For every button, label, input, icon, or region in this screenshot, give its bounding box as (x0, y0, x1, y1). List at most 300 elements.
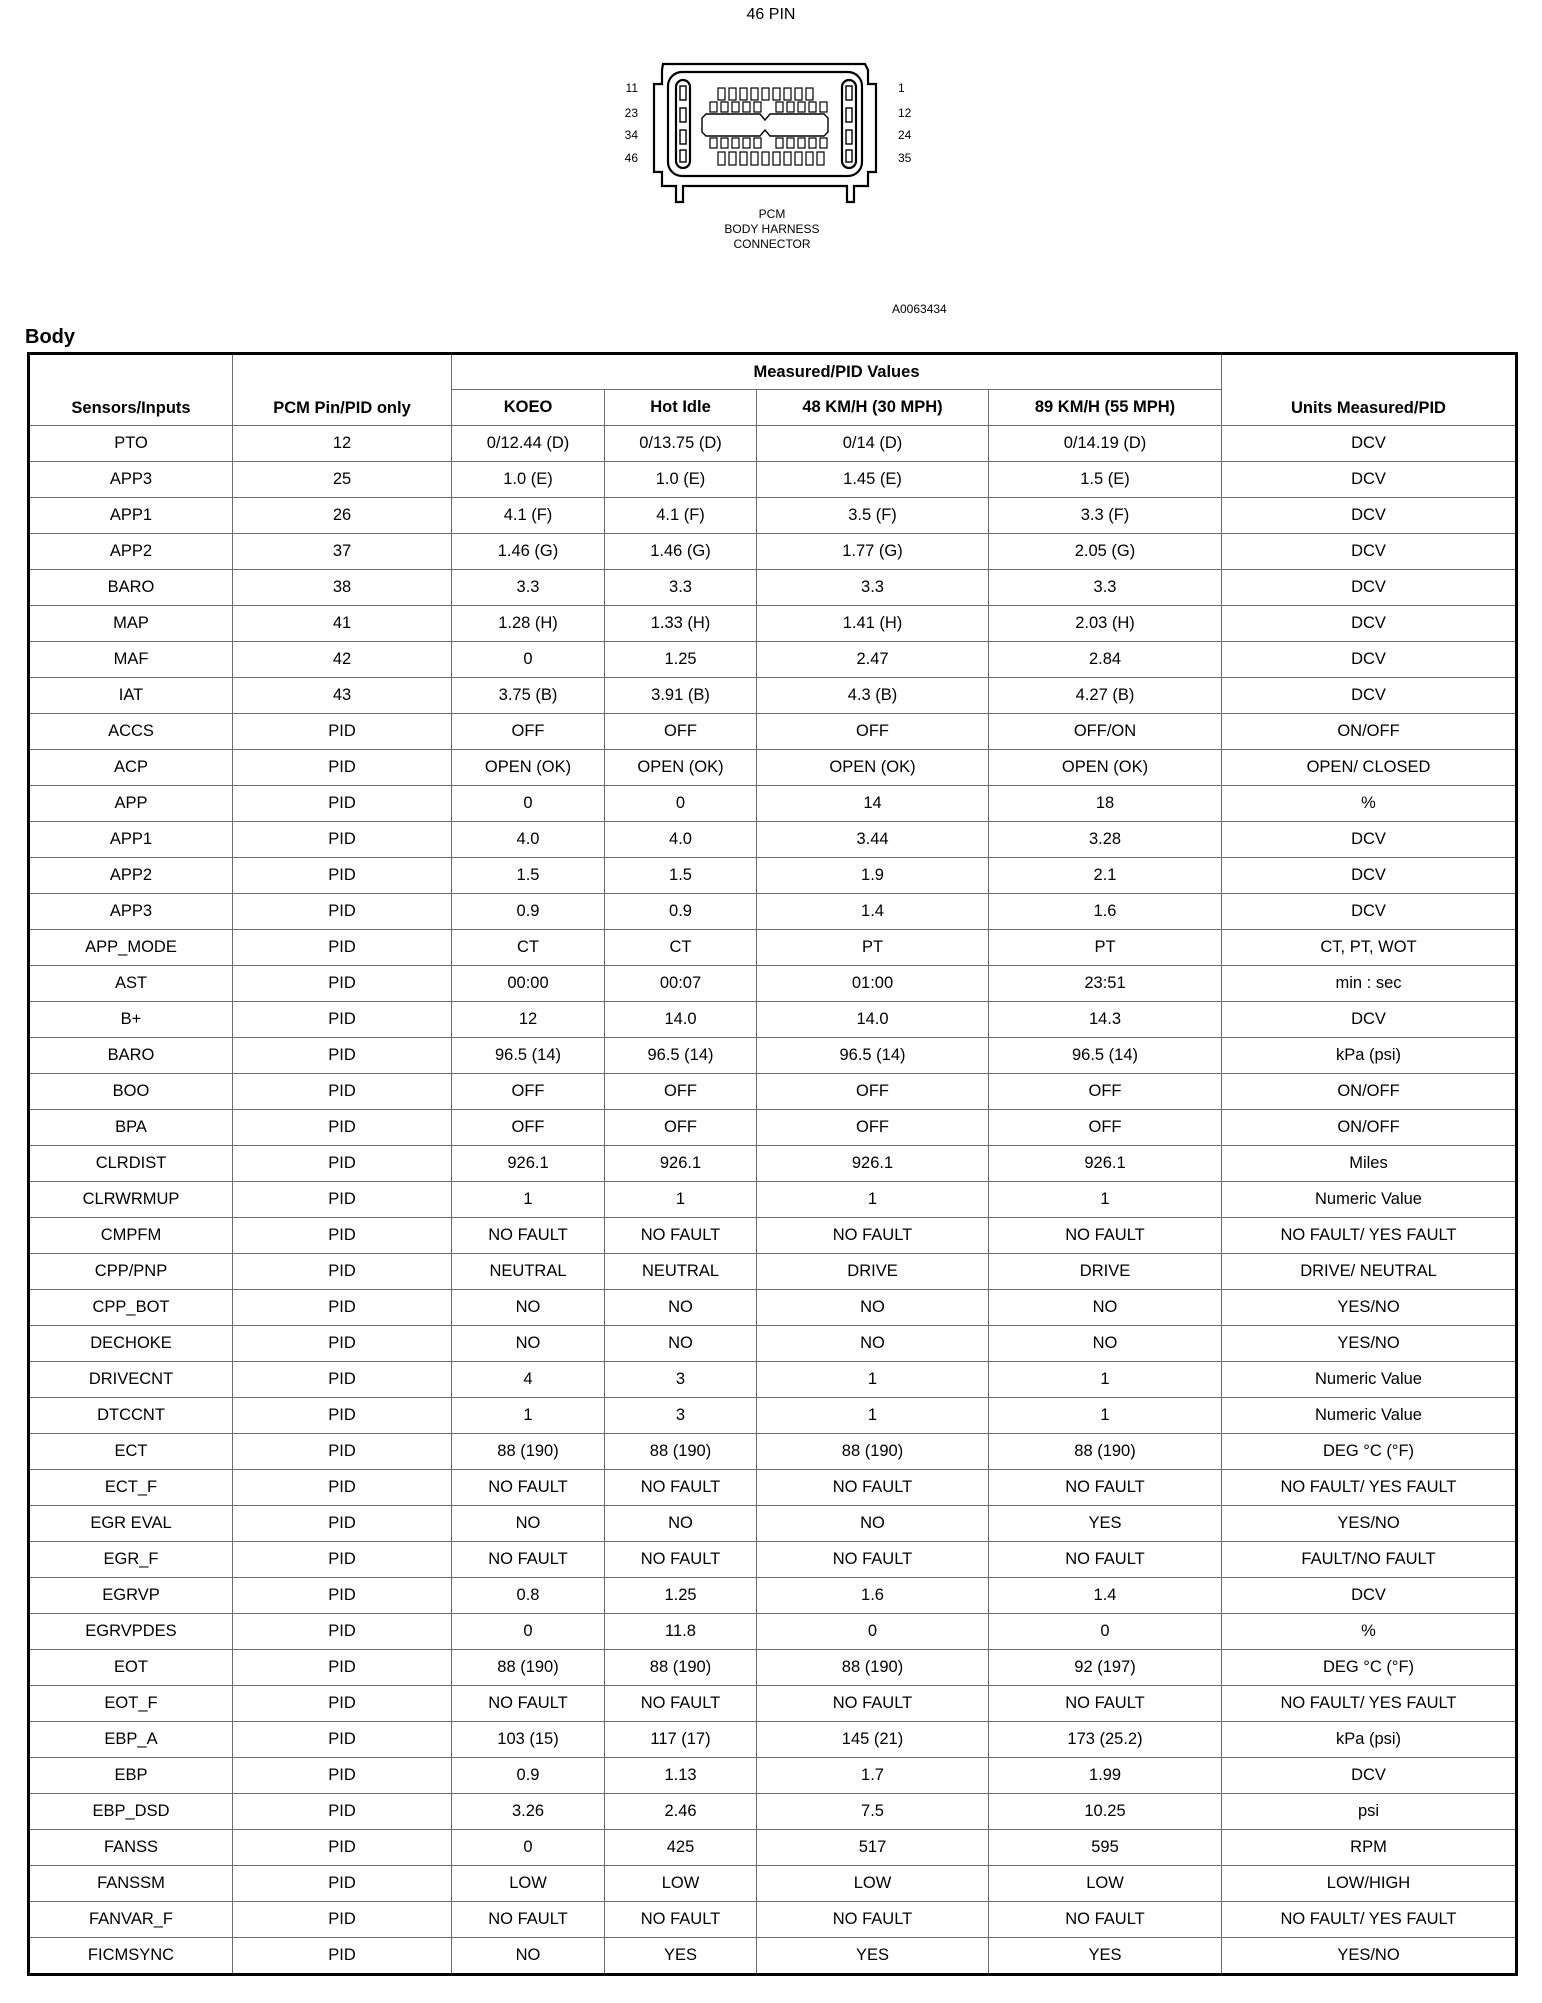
cell-48-kmh: OFF (757, 1074, 989, 1110)
cell-48-kmh: 88 (190) (757, 1434, 989, 1470)
cell-sensor: BPA (29, 1110, 233, 1146)
connector-caption-line: PCM (758, 207, 786, 221)
cell-units: DCV (1222, 1578, 1517, 1614)
cell-pin: 43 (233, 678, 452, 714)
cell-sensor: MAP (29, 606, 233, 642)
connector-caption-line: BODY HARNESS (724, 222, 820, 236)
cell-hot-idle: YES (605, 1938, 757, 1975)
cell-hot-idle: 11.8 (605, 1614, 757, 1650)
cell-sensor: FANSS (29, 1830, 233, 1866)
cell-48-kmh: 01:00 (757, 966, 989, 1002)
cell-units: DCV (1222, 534, 1517, 570)
cell-48-kmh: 1.7 (757, 1758, 989, 1794)
cell-89-kmh: YES (989, 1938, 1222, 1975)
cell-sensor: CLRDIST (29, 1146, 233, 1182)
cell-89-kmh: 96.5 (14) (989, 1038, 1222, 1074)
cell-sensor: CPP/PNP (29, 1254, 233, 1290)
cell-koeo: 0 (452, 642, 605, 678)
cell-sensor: DRIVECNT (29, 1362, 233, 1398)
cell-48-kmh: YES (757, 1938, 989, 1975)
table-row (29, 642, 1517, 678)
cell-sensor: EGRVPDES (29, 1614, 233, 1650)
cell-48-kmh: 7.5 (757, 1794, 989, 1830)
table-row (29, 1758, 1517, 1794)
cell-48-kmh: 96.5 (14) (757, 1038, 989, 1074)
cell-units: ON/OFF (1222, 714, 1517, 750)
cell-units: ON/OFF (1222, 1110, 1517, 1146)
cell-koeo: 926.1 (452, 1146, 605, 1182)
cell-hot-idle: NO FAULT (605, 1686, 757, 1722)
cell-units: Numeric Value (1222, 1182, 1517, 1218)
cell-48-kmh: LOW (757, 1866, 989, 1902)
cell-hot-idle: NO FAULT (605, 1470, 757, 1506)
cell-koeo: 12 (452, 1002, 605, 1038)
cell-koeo: 0.8 (452, 1578, 605, 1614)
left-pin-label: 23 (624, 106, 638, 120)
cell-koeo: NEUTRAL (452, 1254, 605, 1290)
cell-pin: PID (233, 1470, 452, 1506)
cell-units: YES/NO (1222, 1506, 1517, 1542)
table-row (29, 966, 1517, 1002)
cell-hot-idle: 425 (605, 1830, 757, 1866)
cell-pin: PID (233, 1110, 452, 1146)
cell-units: DCV (1222, 642, 1517, 678)
cell-koeo: 1.0 (E) (452, 462, 605, 498)
cell-sensor: IAT (29, 678, 233, 714)
cell-pin: PID (233, 1902, 452, 1938)
cell-koeo: 4 (452, 1362, 605, 1398)
cell-koeo: NO FAULT (452, 1686, 605, 1722)
cell-48-kmh: 1 (757, 1182, 989, 1218)
cell-48-kmh: OFF (757, 714, 989, 750)
cell-sensor: B+ (29, 1002, 233, 1038)
cell-sensor: CPP_BOT (29, 1290, 233, 1326)
table-row (29, 1722, 1517, 1758)
table-row (29, 1326, 1517, 1362)
cell-sensor: BARO (29, 1038, 233, 1074)
table-row (29, 1902, 1517, 1938)
cell-hot-idle: OFF (605, 1074, 757, 1110)
table-row (29, 714, 1517, 750)
figure-id: A0063434 (892, 302, 947, 316)
cell-pin: PID (233, 1686, 452, 1722)
cell-hot-idle: 0 (605, 786, 757, 822)
table-row (29, 1614, 1517, 1650)
cell-koeo: CT (452, 930, 605, 966)
cell-hot-idle: 4.0 (605, 822, 757, 858)
right-pin-label: 24 (898, 128, 912, 142)
cell-pin: PID (233, 786, 452, 822)
cell-units: NO FAULT/ YES FAULT (1222, 1218, 1517, 1254)
cell-units: ON/OFF (1222, 1074, 1517, 1110)
cell-units: psi (1222, 1794, 1517, 1830)
header-sensors-inputs: Sensors/Inputs (29, 354, 233, 426)
section-title: Body (25, 326, 75, 348)
pid-table-body (29, 426, 1517, 1975)
cell-units: DCV (1222, 498, 1517, 534)
cell-sensor: BARO (29, 570, 233, 606)
cell-48-kmh: 14 (757, 786, 989, 822)
cell-sensor: EOT (29, 1650, 233, 1686)
table-row (29, 1182, 1517, 1218)
cell-89-kmh: YES (989, 1506, 1222, 1542)
right-pin-label: 35 (898, 151, 912, 165)
cell-89-kmh: PT (989, 930, 1222, 966)
cell-48-kmh: NO FAULT (757, 1542, 989, 1578)
cell-sensor: DECHOKE (29, 1326, 233, 1362)
cell-sensor: APP_MODE (29, 930, 233, 966)
cell-89-kmh: 14.3 (989, 1002, 1222, 1038)
table-row (29, 1470, 1517, 1506)
cell-89-kmh: OFF (989, 1110, 1222, 1146)
cell-89-kmh: NO (989, 1290, 1222, 1326)
cell-hot-idle: 1.25 (605, 1578, 757, 1614)
cell-sensor: DTCCNT (29, 1398, 233, 1434)
cell-units: DCV (1222, 1758, 1517, 1794)
cell-pin: PID (233, 1866, 452, 1902)
cell-89-kmh: 23:51 (989, 966, 1222, 1002)
connector-keyed-window (702, 114, 828, 136)
cell-89-kmh: NO FAULT (989, 1686, 1222, 1722)
cell-pin: PID (233, 894, 452, 930)
cell-pin: PID (233, 1614, 452, 1650)
left-pin-column (676, 80, 690, 168)
table-row (29, 1650, 1517, 1686)
cell-48-kmh: 0 (757, 1614, 989, 1650)
cell-48-kmh: 1 (757, 1398, 989, 1434)
cell-koeo: 88 (190) (452, 1434, 605, 1470)
pid-table-container (27, 352, 1515, 1976)
cell-units: DCV (1222, 462, 1517, 498)
cell-koeo: 3.75 (B) (452, 678, 605, 714)
cell-48-kmh: NO (757, 1326, 989, 1362)
right-pin-column (842, 80, 856, 168)
cell-48-kmh: 14.0 (757, 1002, 989, 1038)
cell-hot-idle: 0/13.75 (D) (605, 426, 757, 462)
cell-koeo: NO (452, 1326, 605, 1362)
cell-48-kmh: 3.3 (757, 570, 989, 606)
cell-89-kmh: 1.6 (989, 894, 1222, 930)
cell-hot-idle: 1 (605, 1182, 757, 1218)
cell-89-kmh: 1.99 (989, 1758, 1222, 1794)
cell-89-kmh: 0/14.19 (D) (989, 426, 1222, 462)
header-89-kmh: 89 KM/H (55 MPH) (989, 390, 1222, 426)
table-row (29, 1830, 1517, 1866)
cell-89-kmh: 173 (25.2) (989, 1722, 1222, 1758)
cell-89-kmh: OFF (989, 1074, 1222, 1110)
cell-89-kmh: 3.28 (989, 822, 1222, 858)
cell-hot-idle: 88 (190) (605, 1434, 757, 1470)
cell-hot-idle: 1.46 (G) (605, 534, 757, 570)
table-row (29, 426, 1517, 462)
table-row (29, 1686, 1517, 1722)
cell-pin: PID (233, 1434, 452, 1470)
table-row (29, 1074, 1517, 1110)
cell-pin: 26 (233, 498, 452, 534)
table-row (29, 858, 1517, 894)
cell-hot-idle: NO (605, 1506, 757, 1542)
table-row (29, 678, 1517, 714)
cell-hot-idle: 926.1 (605, 1146, 757, 1182)
cell-koeo: 0.9 (452, 894, 605, 930)
table-row (29, 894, 1517, 930)
cell-units: DCV (1222, 858, 1517, 894)
table-row (29, 1434, 1517, 1470)
cell-koeo: OFF (452, 1110, 605, 1146)
cell-sensor: APP1 (29, 822, 233, 858)
cell-units: NO FAULT/ YES FAULT (1222, 1686, 1517, 1722)
cell-units: % (1222, 786, 1517, 822)
cell-89-kmh: 1 (989, 1362, 1222, 1398)
table-row (29, 1218, 1517, 1254)
cell-koeo: 4.1 (F) (452, 498, 605, 534)
cell-48-kmh: OFF (757, 1110, 989, 1146)
cell-koeo: 0 (452, 1614, 605, 1650)
cell-89-kmh: 1.5 (E) (989, 462, 1222, 498)
table-row (29, 462, 1517, 498)
cell-hot-idle: 3.91 (B) (605, 678, 757, 714)
cell-koeo: 4.0 (452, 822, 605, 858)
cell-hot-idle: 3 (605, 1362, 757, 1398)
cell-48-kmh: 88 (190) (757, 1650, 989, 1686)
right-pin-label: 1 (898, 81, 905, 95)
cell-koeo: NO (452, 1290, 605, 1326)
cell-hot-idle: NO FAULT (605, 1902, 757, 1938)
cell-units: DCV (1222, 1002, 1517, 1038)
cell-hot-idle: 3 (605, 1398, 757, 1434)
cell-89-kmh: NO FAULT (989, 1902, 1222, 1938)
cell-koeo: 3.26 (452, 1794, 605, 1830)
cell-89-kmh: LOW (989, 1866, 1222, 1902)
cell-89-kmh: NO FAULT (989, 1218, 1222, 1254)
table-row (29, 750, 1517, 786)
cell-hot-idle: 1.33 (H) (605, 606, 757, 642)
cell-koeo: 103 (15) (452, 1722, 605, 1758)
cell-sensor: APP (29, 786, 233, 822)
cell-pin: PID (233, 1794, 452, 1830)
cell-koeo: 0/12.44 (D) (452, 426, 605, 462)
left-pin-label: 34 (624, 128, 638, 142)
table-row (29, 498, 1517, 534)
cell-sensor: APP2 (29, 534, 233, 570)
cell-sensor: ECT (29, 1434, 233, 1470)
cell-pin: 25 (233, 462, 452, 498)
cell-89-kmh: 1 (989, 1398, 1222, 1434)
table-row (29, 1254, 1517, 1290)
cell-hot-idle: 1.5 (605, 858, 757, 894)
table-row (29, 1578, 1517, 1614)
cell-pin: PID (233, 1218, 452, 1254)
cell-pin: PID (233, 930, 452, 966)
table-row (29, 534, 1517, 570)
cell-89-kmh: 18 (989, 786, 1222, 822)
cell-sensor: APP1 (29, 498, 233, 534)
cell-pin: PID (233, 1938, 452, 1975)
cell-48-kmh: NO FAULT (757, 1686, 989, 1722)
cell-48-kmh: DRIVE (757, 1254, 989, 1290)
cell-koeo: LOW (452, 1866, 605, 1902)
cell-48-kmh: 1.9 (757, 858, 989, 894)
cell-sensor: BOO (29, 1074, 233, 1110)
cell-sensor: CLRWRMUP (29, 1182, 233, 1218)
table-row (29, 570, 1517, 606)
header-pcm-pin: PCM Pin/PID only (233, 354, 452, 426)
cell-pin: PID (233, 1038, 452, 1074)
cell-units: DCV (1222, 678, 1517, 714)
cell-pin: PID (233, 1758, 452, 1794)
table-row (29, 822, 1517, 858)
table-row (29, 1290, 1517, 1326)
cell-koeo: NO (452, 1506, 605, 1542)
cell-48-kmh: 1.4 (757, 894, 989, 930)
cell-pin: PID (233, 1542, 452, 1578)
cell-89-kmh: NO FAULT (989, 1470, 1222, 1506)
cell-koeo: OFF (452, 714, 605, 750)
cell-hot-idle: 117 (17) (605, 1722, 757, 1758)
cell-units: YES/NO (1222, 1938, 1517, 1975)
cell-48-kmh: NO FAULT (757, 1470, 989, 1506)
cell-koeo: 1.5 (452, 858, 605, 894)
cell-hot-idle: NO FAULT (605, 1218, 757, 1254)
cell-sensor: EBP (29, 1758, 233, 1794)
cell-pin: PID (233, 1146, 452, 1182)
cell-pin: 12 (233, 426, 452, 462)
cell-units: kPa (psi) (1222, 1722, 1517, 1758)
cell-pin: PID (233, 822, 452, 858)
cell-hot-idle: 3.3 (605, 570, 757, 606)
cell-sensor: ACCS (29, 714, 233, 750)
cell-hot-idle: 4.1 (F) (605, 498, 757, 534)
cell-units: DEG °C (°F) (1222, 1650, 1517, 1686)
cell-koeo: 1 (452, 1398, 605, 1434)
cell-48-kmh: NO FAULT (757, 1902, 989, 1938)
table-row (29, 1110, 1517, 1146)
cell-units: Numeric Value (1222, 1362, 1517, 1398)
cell-89-kmh: NO (989, 1326, 1222, 1362)
table-row (29, 786, 1517, 822)
table-row (29, 1038, 1517, 1074)
cell-pin: PID (233, 1254, 452, 1290)
cell-pin: PID (233, 1578, 452, 1614)
cell-89-kmh: 2.1 (989, 858, 1222, 894)
cell-sensor: APP3 (29, 462, 233, 498)
cell-units: DCV (1222, 426, 1517, 462)
cell-units: YES/NO (1222, 1290, 1517, 1326)
cell-units: DRIVE/ NEUTRAL (1222, 1254, 1517, 1290)
cell-hot-idle: CT (605, 930, 757, 966)
cell-hot-idle: 88 (190) (605, 1650, 757, 1686)
cell-pin: PID (233, 1326, 452, 1362)
table-row (29, 930, 1517, 966)
header-48-kmh: 48 KM/H (30 MPH) (757, 390, 989, 426)
cell-89-kmh: 88 (190) (989, 1434, 1222, 1470)
cell-units: RPM (1222, 1830, 1517, 1866)
cell-48-kmh: 3.44 (757, 822, 989, 858)
cell-sensor: MAF (29, 642, 233, 678)
cell-pin: PID (233, 1362, 452, 1398)
cell-89-kmh: 1.4 (989, 1578, 1222, 1614)
cell-koeo: 0.9 (452, 1758, 605, 1794)
cell-sensor: APP2 (29, 858, 233, 894)
cell-hot-idle: 0.9 (605, 894, 757, 930)
cell-hot-idle: NO FAULT (605, 1542, 757, 1578)
cell-pin: 37 (233, 534, 452, 570)
cell-hot-idle: 96.5 (14) (605, 1038, 757, 1074)
cell-pin: PID (233, 1182, 452, 1218)
connector-caption-line: CONNECTOR (733, 237, 811, 251)
cell-hot-idle: 1.13 (605, 1758, 757, 1794)
cell-89-kmh: DRIVE (989, 1254, 1222, 1290)
table-row (29, 1362, 1517, 1398)
cell-pin: PID (233, 1290, 452, 1326)
cell-48-kmh: NO (757, 1506, 989, 1542)
cell-hot-idle: NO (605, 1290, 757, 1326)
cell-pin: PID (233, 858, 452, 894)
cell-pin: PID (233, 1650, 452, 1686)
table-row (29, 1002, 1517, 1038)
cell-89-kmh: 1 (989, 1182, 1222, 1218)
cell-koeo: NO FAULT (452, 1542, 605, 1578)
cell-koeo: 00:00 (452, 966, 605, 1002)
header-units: Units Measured/PID (1222, 354, 1517, 426)
cell-48-kmh: NO (757, 1290, 989, 1326)
cell-89-kmh: 2.03 (H) (989, 606, 1222, 642)
cell-units: DCV (1222, 570, 1517, 606)
cell-koeo: 0 (452, 1830, 605, 1866)
table-row (29, 1398, 1517, 1434)
cell-units: CT, PT, WOT (1222, 930, 1517, 966)
cell-48-kmh: 1.77 (G) (757, 534, 989, 570)
cell-89-kmh: 3.3 (F) (989, 498, 1222, 534)
cell-89-kmh: NO FAULT (989, 1542, 1222, 1578)
cell-sensor: EBP_A (29, 1722, 233, 1758)
table-row (29, 1866, 1517, 1902)
cell-units: LOW/HIGH (1222, 1866, 1517, 1902)
cell-koeo: 1.46 (G) (452, 534, 605, 570)
cell-pin: PID (233, 714, 452, 750)
cell-pin: 41 (233, 606, 452, 642)
cell-pin: PID (233, 1074, 452, 1110)
cell-89-kmh: OPEN (OK) (989, 750, 1222, 786)
cell-89-kmh: 595 (989, 1830, 1222, 1866)
cell-units: min : sec (1222, 966, 1517, 1002)
cell-89-kmh: 926.1 (989, 1146, 1222, 1182)
cell-units: % (1222, 1614, 1517, 1650)
cell-48-kmh: 2.47 (757, 642, 989, 678)
table-row (29, 1146, 1517, 1182)
cell-hot-idle: 00:07 (605, 966, 757, 1002)
cell-units: FAULT/NO FAULT (1222, 1542, 1517, 1578)
table-row (29, 606, 1517, 642)
cell-units: DEG °C (°F) (1222, 1434, 1517, 1470)
cell-48-kmh: 4.3 (B) (757, 678, 989, 714)
cell-sensor: APP3 (29, 894, 233, 930)
cell-koeo: 1.28 (H) (452, 606, 605, 642)
cell-koeo: OFF (452, 1074, 605, 1110)
cell-sensor: EGR EVAL (29, 1506, 233, 1542)
cell-koeo: 1 (452, 1182, 605, 1218)
cell-48-kmh: PT (757, 930, 989, 966)
pid-values-table (27, 352, 1518, 1976)
header-measured-pid-values: Measured/PID Values (452, 354, 1222, 390)
cell-units: DCV (1222, 894, 1517, 930)
cell-sensor: FANSSM (29, 1866, 233, 1902)
cell-hot-idle: 2.46 (605, 1794, 757, 1830)
cell-hot-idle: NO (605, 1326, 757, 1362)
cell-units: Numeric Value (1222, 1398, 1517, 1434)
cell-pin: 38 (233, 570, 452, 606)
cell-units: Miles (1222, 1146, 1517, 1182)
